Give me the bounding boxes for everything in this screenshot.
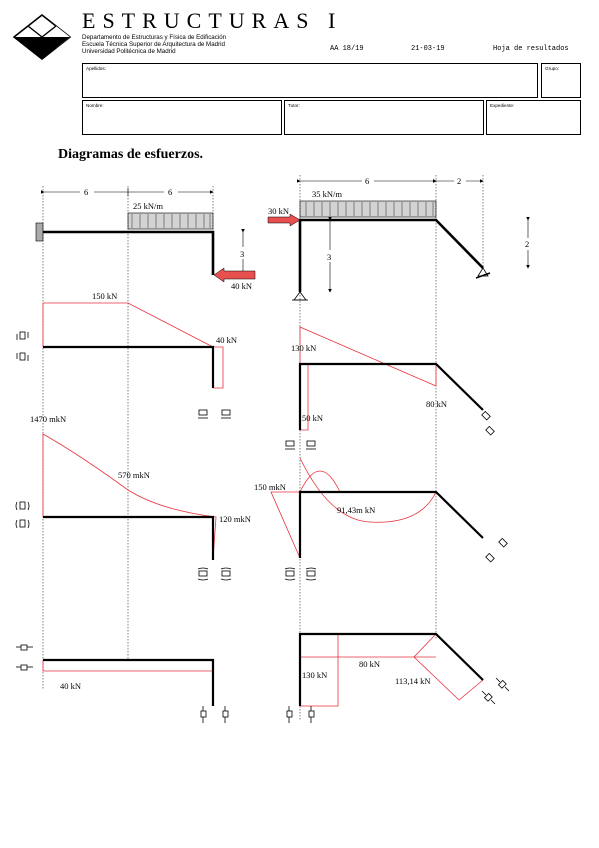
axial-diagrams — [16, 634, 509, 723]
record-number-label: Expediente: — [490, 103, 515, 108]
section-title: Diagramas de esfuerzos. — [58, 147, 204, 162]
exam-date: 21-03-19 — [411, 45, 445, 53]
left-distributed-load — [128, 213, 213, 229]
axial-sign-icon — [16, 645, 228, 723]
surname-field[interactable] — [82, 63, 538, 98]
right-height-label: 3 — [327, 252, 332, 262]
record-number-field[interactable] — [486, 100, 581, 135]
moment-diagrams — [16, 414, 507, 580]
right-point-load-label: 30 kN — [268, 206, 290, 216]
right-axial-column: 130 kN — [302, 670, 328, 680]
left-shear-end: 40 kN — [216, 335, 238, 345]
left-axial-value: 40 kN — [60, 681, 82, 691]
right-distributed-load — [300, 201, 436, 217]
left-distributed-load-label: 25 kN/m — [133, 201, 163, 211]
right-structure — [268, 175, 533, 720]
right-axial-diagonal: 113,14 kN — [395, 676, 431, 686]
left-moment-mid: 570 mkN — [118, 470, 150, 480]
left-moment-end: 120 mkN — [219, 514, 251, 524]
document-title: ESTRUCTURAS I — [82, 8, 343, 33]
left-height-label: 3 — [240, 249, 245, 259]
school-line: Escuela Técnica Superior de Arquitectura de Madrid — [82, 41, 225, 49]
university-logo — [12, 14, 72, 60]
fixed-support-icon — [36, 223, 43, 241]
right-side-height-label: 2 — [525, 239, 530, 249]
right-axial-beam: 80 kN — [359, 659, 381, 669]
name-label: Nombre: — [86, 103, 104, 108]
right-dim-6: 6 — [365, 176, 370, 186]
left-dim-6b: 6 — [168, 187, 173, 197]
structural-diagrams — [0, 170, 599, 740]
left-dim-6a: 6 — [84, 187, 89, 197]
right-shear-end: 80 kN — [426, 399, 448, 409]
tutor-field[interactable] — [284, 100, 484, 135]
group-label: Grupo: — [545, 66, 560, 71]
left-point-load-label: 40 kN — [231, 281, 253, 291]
university-line: Universidad Politécnica de Madrid — [82, 48, 176, 56]
right-moment-node: 150 mkN — [254, 482, 286, 492]
left-shear-max: 150 kN — [92, 291, 118, 301]
right-distributed-load-label: 35 kN/m — [312, 189, 342, 199]
surname-label: Apellidos: — [86, 66, 106, 71]
shear-diagrams — [17, 291, 494, 449]
left-point-load-arrow — [214, 268, 255, 282]
sheet-name: Hoja de resultados — [493, 45, 569, 53]
right-moment-span: 91,43m kN — [337, 505, 376, 515]
moment-sign-icon — [16, 502, 231, 580]
name-field[interactable] — [82, 100, 282, 135]
course-year: AA 18/19 — [330, 45, 364, 53]
moment-sign-icon-right — [285, 538, 507, 580]
tutor-label: Tutor: — [288, 103, 300, 108]
department-info — [82, 34, 226, 56]
right-dim-2: 2 — [457, 176, 462, 186]
right-shear-column: 50 kN — [302, 413, 324, 423]
roller-support-icon — [476, 268, 490, 278]
group-field[interactable] — [541, 63, 581, 98]
left-moment-fixed: 1470 mkN — [30, 414, 67, 424]
department-line: Departamento de Estructuras y Física de Edificación — [82, 34, 227, 41]
right-shear-max: 130 kN — [291, 343, 317, 353]
shear-sign-icon — [17, 332, 231, 418]
left-structure — [36, 186, 255, 690]
